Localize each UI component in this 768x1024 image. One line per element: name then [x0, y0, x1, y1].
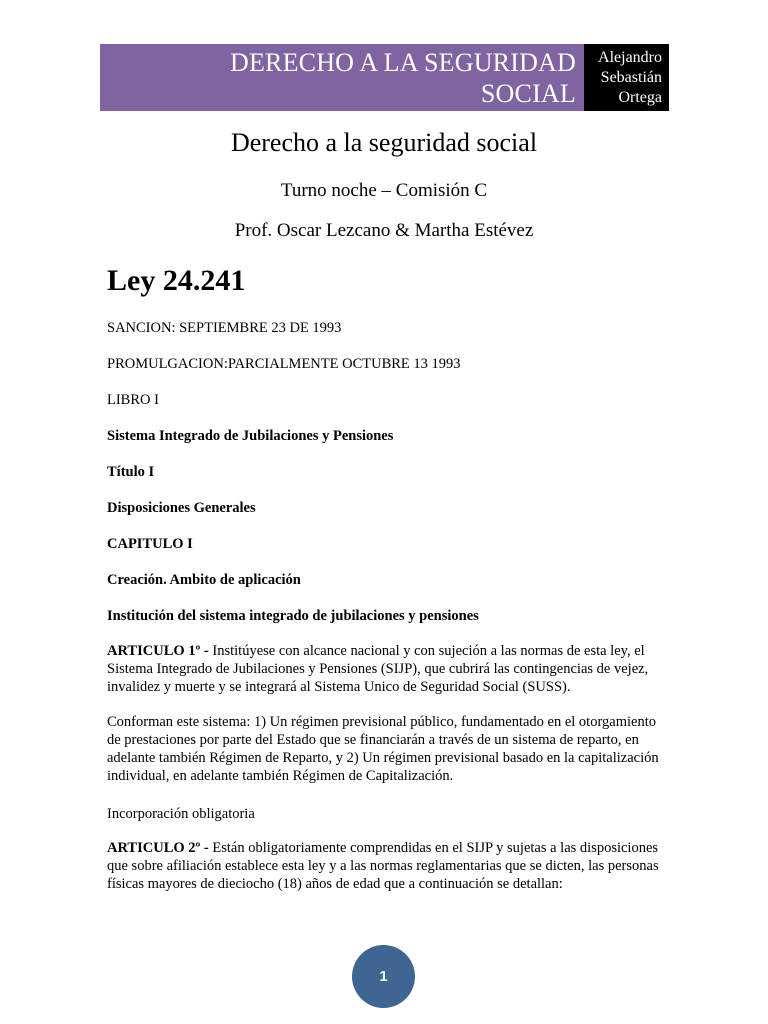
header-author-box [584, 44, 669, 111]
capitulo-heading: CAPITULO I [107, 536, 193, 552]
sistema-heading: Sistema Integrado de Jubilaciones y Pensiones [107, 428, 394, 444]
article-1-paragraph [107, 642, 659, 696]
article-2-label: ARTICULO 2º - [107, 840, 213, 856]
page-number-badge: 1 [352, 945, 415, 1008]
subject-title: Derecho a la seguridad social [230, 128, 538, 157]
header-title-line-1: DERECHO A LA SEGURIDAD [229, 48, 576, 77]
article-1-label: ARTICULO 1º - [107, 643, 213, 659]
header-title-band [100, 44, 584, 111]
disposiciones-heading: Disposiciones Generales [107, 500, 256, 516]
course-professors: Prof. Oscar Lezcano & Martha Estévez [234, 220, 534, 241]
creacion-heading: Creación. Ambito de aplicación [107, 572, 301, 588]
article-2-text: Están obligatoriamente comprendidas en el SIJP y sujetas a las disposiciones que sobre afiliación establece esta ley y a las normas reglamentarias que se dicten, las personas físicas mayores de dieciocho (18) años de edad que a continuación se detallan: [107, 840, 659, 892]
conforman-paragraph: Conforman este sistema: 1) Un régimen previsional público, fundamentado en el otorgamiento de prestaciones por parte del Estado que se financiarán a través de un sistema de reparto, en adelante también Régimen de Reparto, y 2) Un régimen previsional basado en la capitalización individual, en adelante también Régimen de Capitalización. [107, 714, 659, 784]
promulgacion-line: PROMULGACION:PARCIALMENTE OCTUBRE 13 1993 [107, 356, 461, 372]
institucion-heading: Institución del sistema integrado de jubilaciones y pensiones [107, 608, 479, 624]
header-title [230, 47, 576, 109]
author-middle-name: Sebastián [600, 69, 662, 86]
titulo-heading: Título I [107, 464, 155, 480]
libro-heading: LIBRO I [107, 392, 159, 408]
course-turno: Turno noche – Comisión C [280, 180, 488, 201]
sancion-line: SANCION: SEPTIEMBRE 23 DE 1993 [107, 320, 342, 336]
incorporacion-heading: Incorporación obligatoria [107, 806, 255, 822]
article-1-text: Institúyese con alcance nacional y con sujeción a las normas de esta ley, el Sistema Integrado de Jubilaciones y Pensiones (SIJP), que cubrirá las contingencias de vejez, invalidez y muerte y se integrará al Sistema Unico de Seguridad Social (SUSS). [107, 643, 649, 695]
author-last-name: Ortega [618, 89, 662, 106]
article-2-paragraph [107, 839, 659, 893]
header-title-line-2: SOCIAL [480, 79, 576, 108]
author-first-name: Alejandro [598, 49, 662, 66]
law-title: Ley 24.241 [107, 264, 246, 297]
